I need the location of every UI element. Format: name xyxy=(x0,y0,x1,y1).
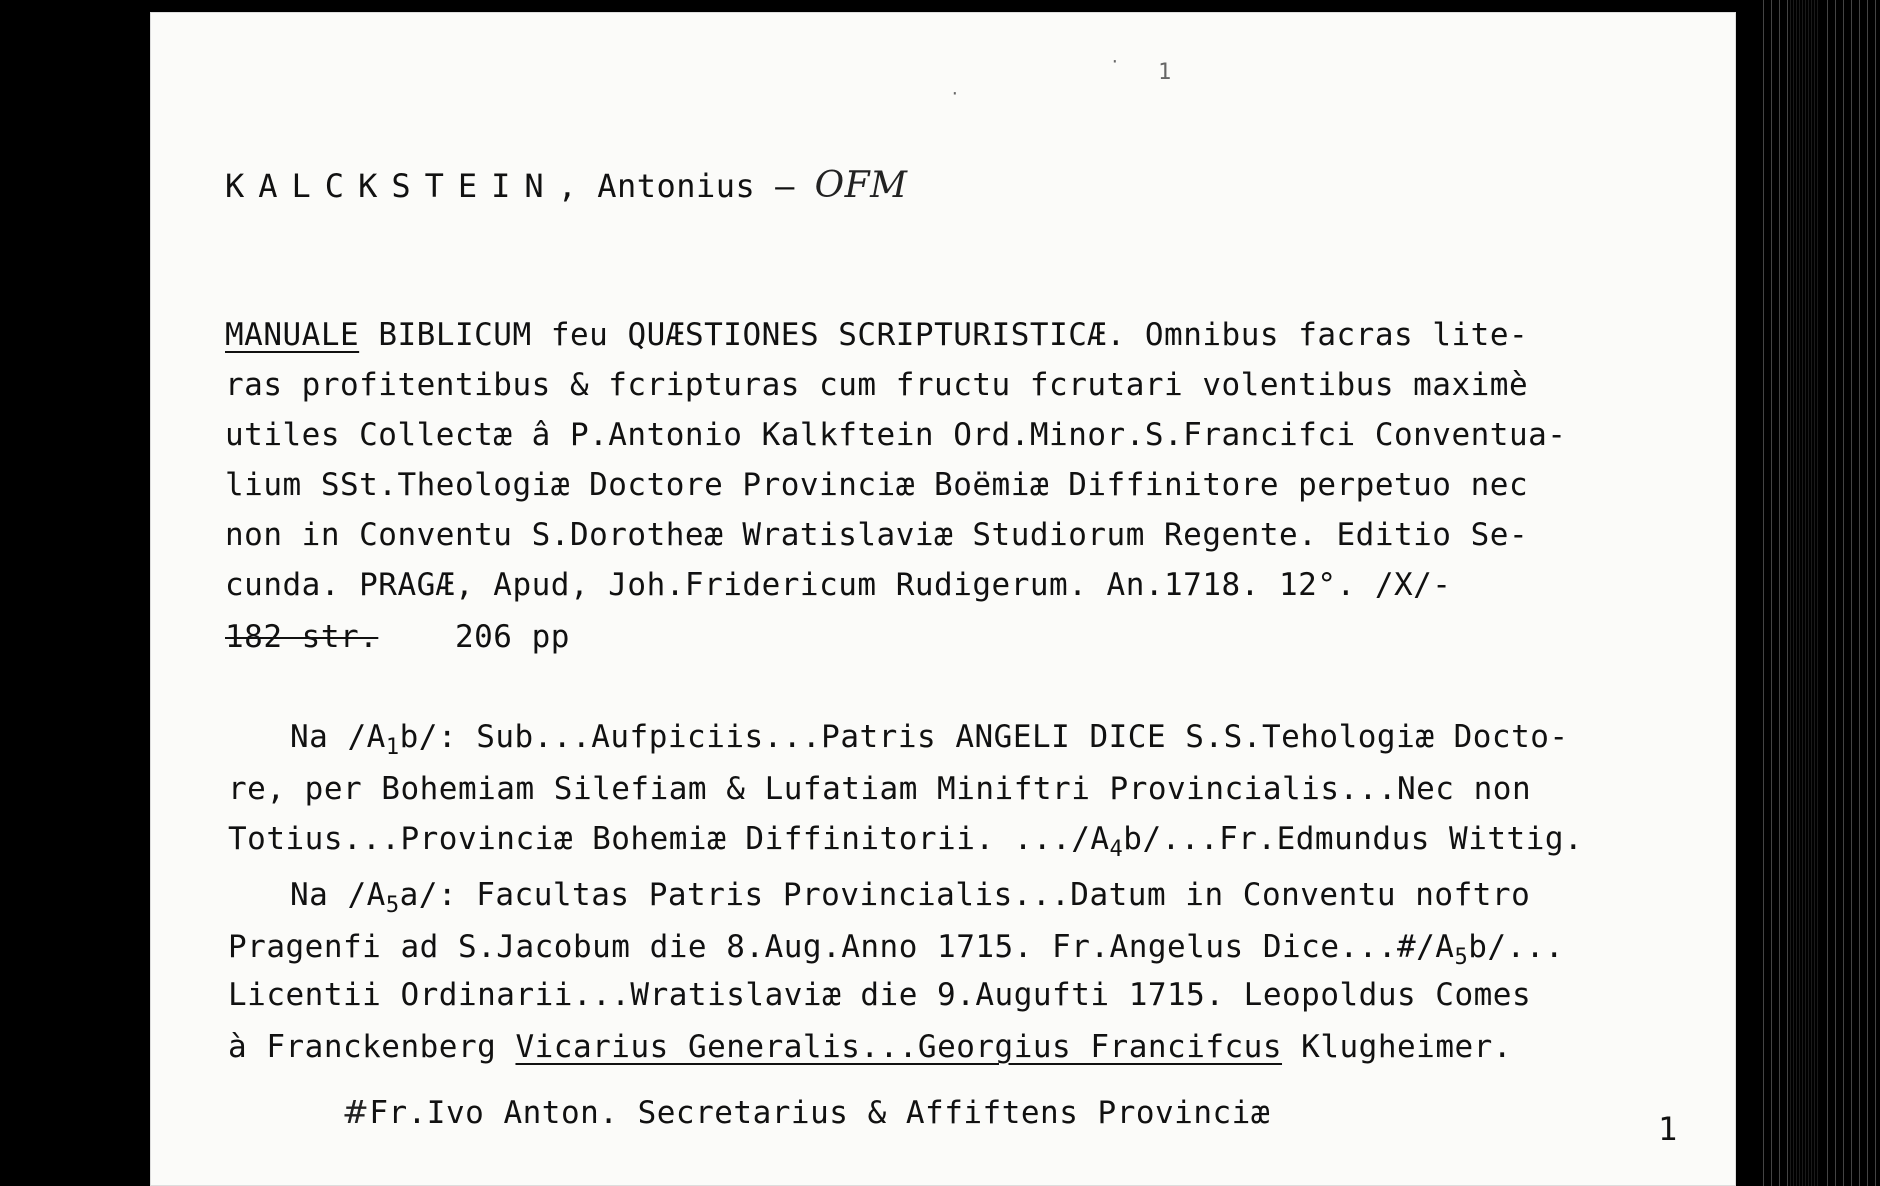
scanner-edge xyxy=(1760,0,1880,1186)
title-line-3: utiles Collectæ â P.Antonio Kalkftein Ord.Minor.S.Francifci Conventua- xyxy=(225,417,1567,453)
note-line-5-prefix: Pragenfi ad S.Jacobum die 8.Aug.Anno 1715. Fr.Angelus Dice...#/A xyxy=(228,929,1455,965)
note-line-5-rest: b/... xyxy=(1468,929,1565,965)
note-line-5-sub: 5 xyxy=(1454,945,1469,971)
struck-pagination: 182 str. xyxy=(225,619,379,655)
title-underlined-word: MANUALE xyxy=(225,317,360,353)
heading-separator: , xyxy=(557,167,578,205)
note-line-7-after: Klugheimer. xyxy=(1282,1029,1512,1065)
note-line-1-prefix: Na /A xyxy=(290,719,386,755)
note-line-8-text: Fr.Ivo Anton. Secretarius & Affiftens Provinciæ xyxy=(369,1095,1271,1131)
title-line-5: non in Conventu S.Dorotheæ Wratislaviæ Studiorum Regente. Editio Se- xyxy=(225,517,1529,553)
scan-speck: · xyxy=(950,84,960,103)
note-line-3 xyxy=(228,821,1584,863)
pagination: 206 pp xyxy=(454,619,570,655)
note-line-1-rest: b/: Sub...Aufpiciis...Patris ANGELI DICE S.S.Tehologiæ Docto- xyxy=(399,719,1569,755)
top-mark: 1 xyxy=(1158,60,1172,85)
note-line-3-sub: 4 xyxy=(1109,837,1124,863)
note-line-3-prefix: Totius...Provinciæ Bohemiæ Diffinitorii. .../A xyxy=(228,821,1110,857)
title-second-word: BIBLICUM xyxy=(378,317,532,353)
note-line-3-rest: b/...Fr.Edmundus Wittig. xyxy=(1123,821,1584,857)
author-surname: KALCKSTEIN xyxy=(225,167,558,205)
card-page-number: 1 xyxy=(1658,1110,1678,1148)
note-line-2: re, per Bohemiam Silefiam & Lufatiam Miniftri Provincialis...Nec non xyxy=(228,771,1532,807)
title-line-4: lium SSt.Theologiæ Doctore Provinciæ Boëmiæ Diffinitore perpetuo nec xyxy=(225,467,1529,503)
note-line-5 xyxy=(228,929,1565,971)
note-line-4-rest: a/: Facultas Patris Provincialis...Datum in Conventu noftro xyxy=(399,877,1531,913)
scan-speck: · xyxy=(1110,52,1120,71)
insertion-marker: # xyxy=(342,1093,370,1131)
note-line-8 xyxy=(342,1093,1271,1131)
note-line-4-prefix: Na /A xyxy=(290,877,386,913)
note-line-1-sub: 1 xyxy=(385,735,400,761)
note-line-1 xyxy=(290,719,1569,761)
note-line-7-underlined: Vicarius Generalis...Georgius Francifcus xyxy=(515,1029,1283,1065)
title-line-1 xyxy=(225,317,1529,353)
title-line-6: cunda. PRAGÆ, Apud, Joh.Fridericum Rudigerum. An.1718. 12°. /X/- xyxy=(225,567,1452,603)
note-line-7-plain: à Franckenberg xyxy=(228,1029,516,1065)
note-line-4-sub: 5 xyxy=(385,893,400,919)
title-line-1-rest: feu QUÆSTIONES SCRIPTURISTICÆ. Omnibus facras lite- xyxy=(550,317,1529,353)
note-line-4 xyxy=(290,877,1531,919)
order-handwritten: OFM xyxy=(814,165,908,206)
pagination-line xyxy=(225,619,570,655)
author-forename: Antonius xyxy=(597,167,756,205)
note-line-6: Licentii Ordinarii...Wratislaviæ die 9.Augufti 1715. Leopoldus Comes xyxy=(228,977,1532,1013)
heading-dash: – xyxy=(775,167,795,205)
note-line-7 xyxy=(228,1029,1512,1065)
author-heading xyxy=(225,165,908,206)
title-line-2: ras profitentibus & fcripturas cum fructu fcrutari volentibus maximè xyxy=(225,367,1529,403)
